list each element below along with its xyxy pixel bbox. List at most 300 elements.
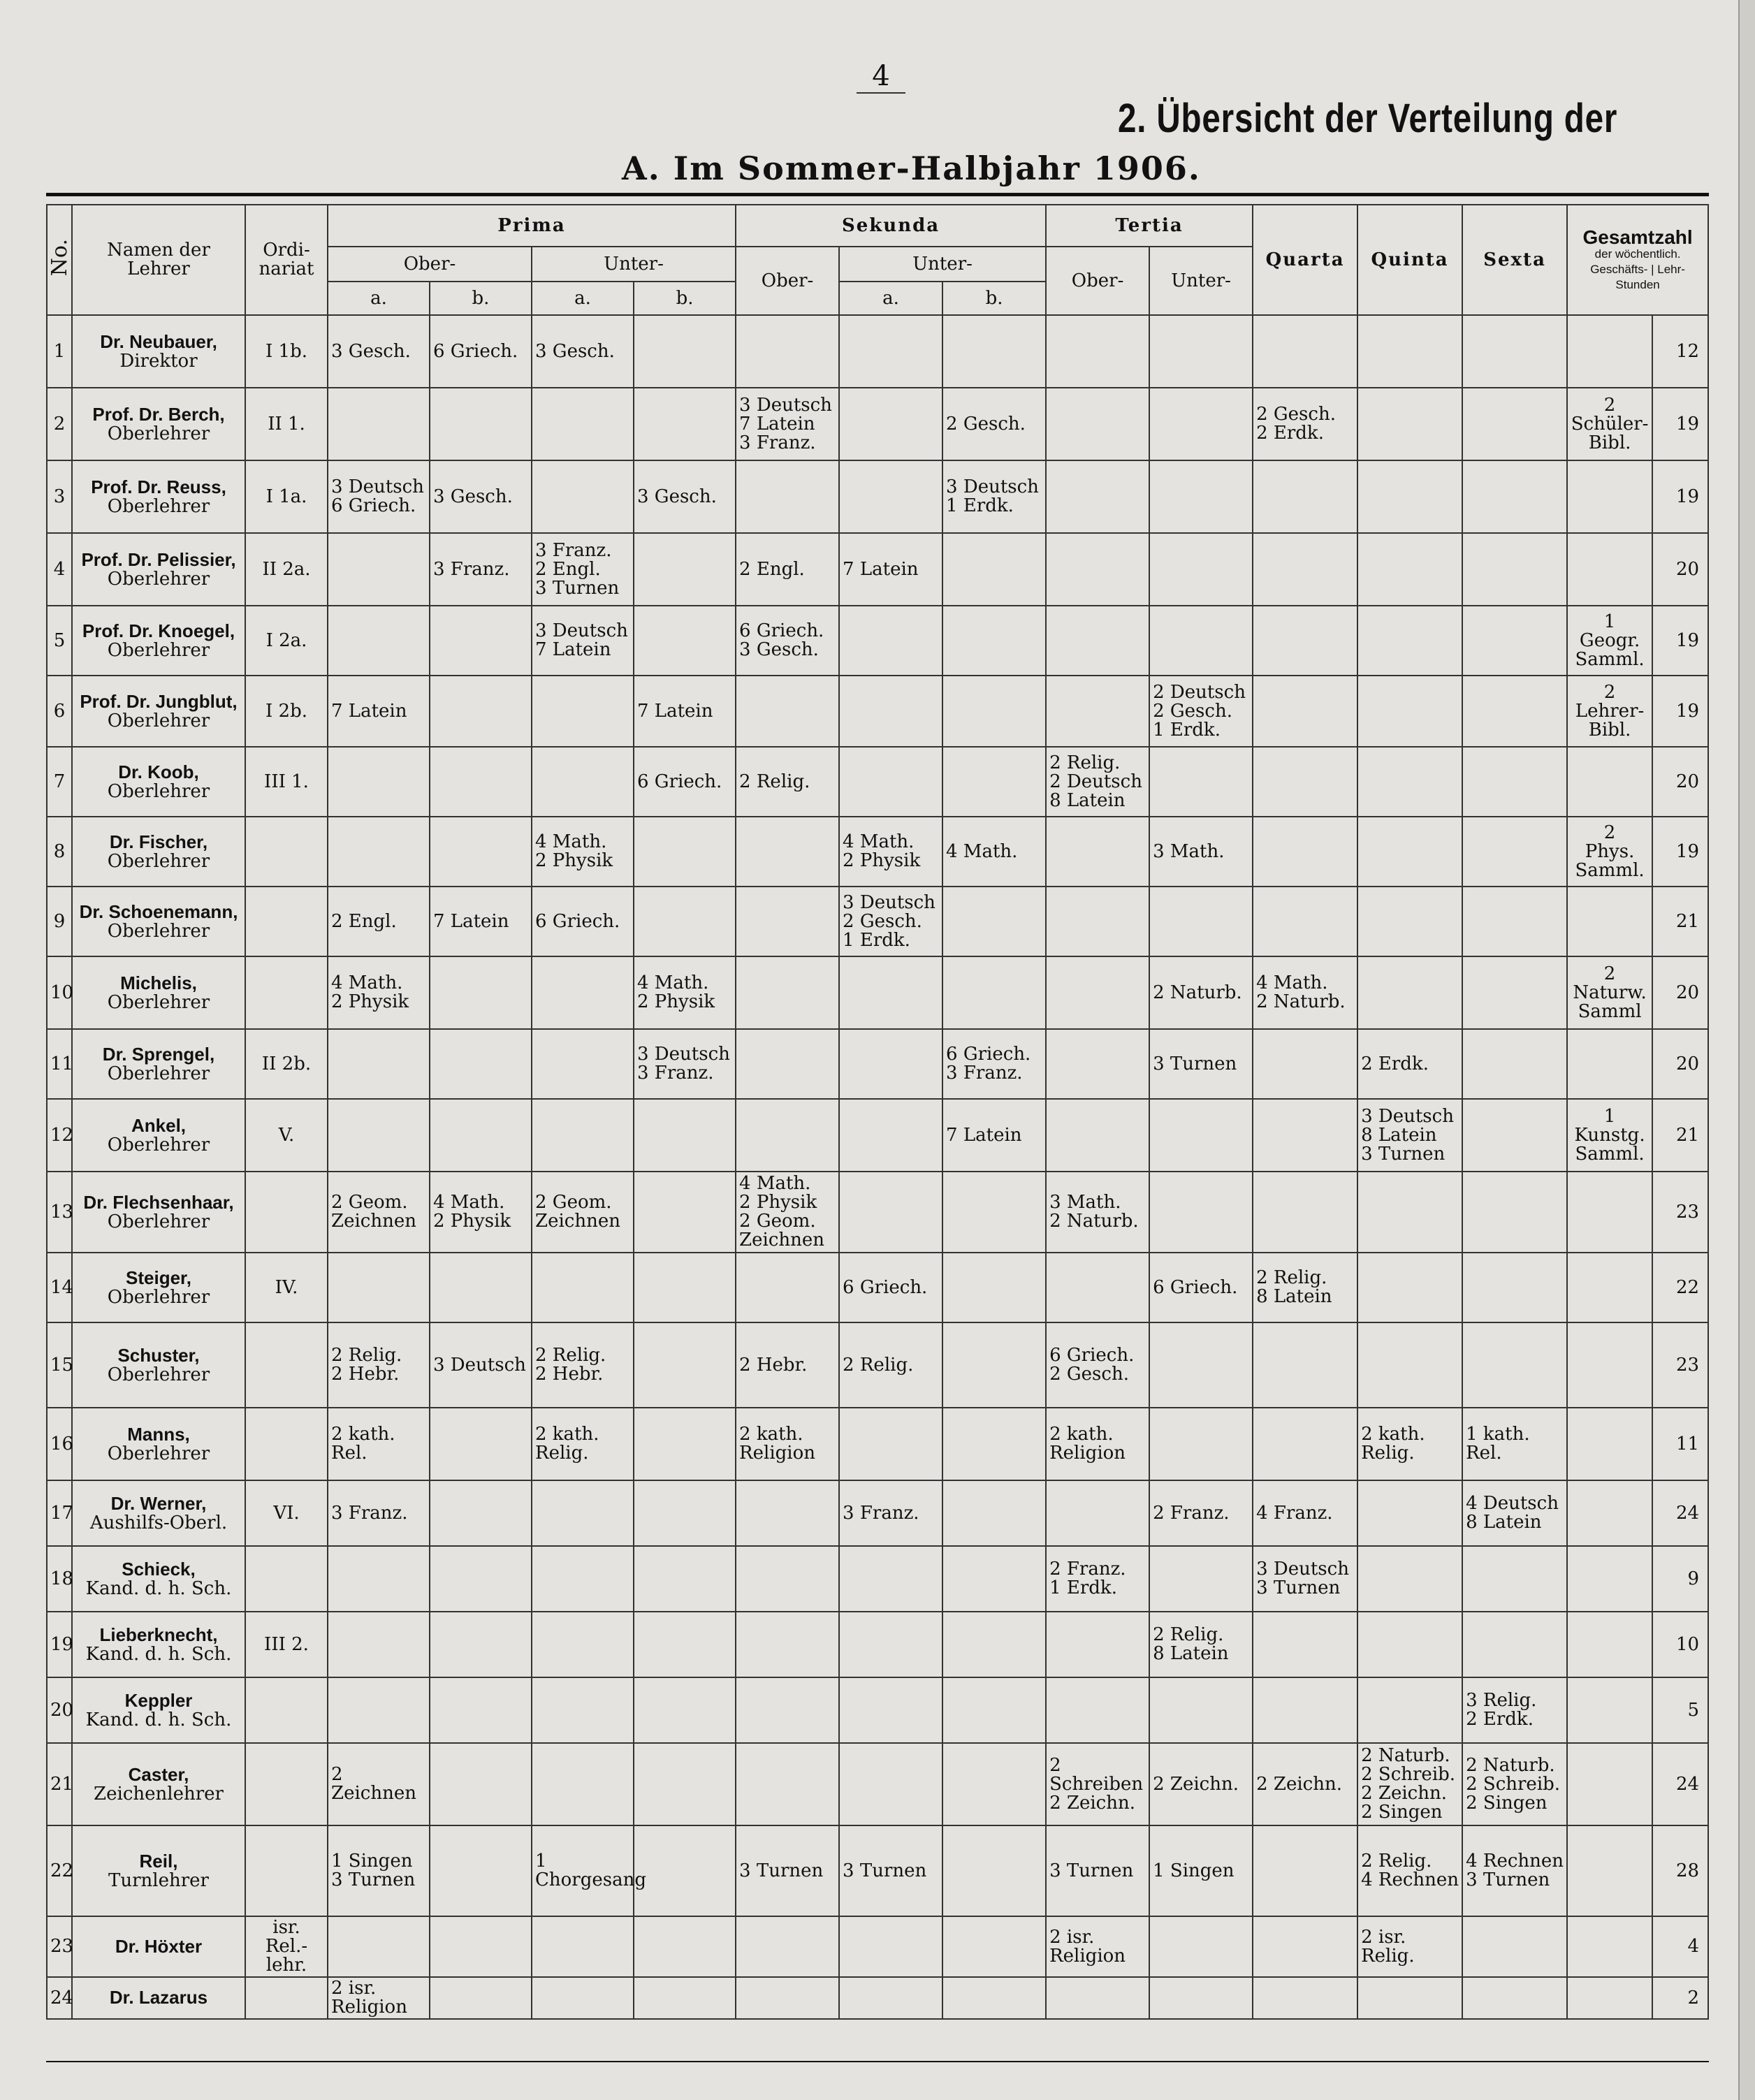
- lesson-cell: [1046, 1480, 1149, 1546]
- lesson-cell: [430, 1612, 532, 1677]
- lesson-cell: 3 Turnen: [839, 1825, 942, 1916]
- ordinariat-cell: [245, 1677, 328, 1743]
- table-row: [47, 1029, 1708, 1099]
- lesson-cell: [839, 388, 942, 460]
- lesson-cell: [430, 1743, 532, 1825]
- header-tertia-ober: Ober-: [1046, 247, 1149, 315]
- lesson-cell: 2 isr. Religion: [328, 1977, 430, 2019]
- lesson-cell: [430, 1825, 532, 1916]
- teacher-cell: [72, 533, 245, 606]
- teacher-role: Turnlehrer: [108, 1869, 209, 1891]
- header-sexta: Sexta: [1462, 205, 1567, 315]
- lesson-cell: 4 Math. 2 Physik: [430, 1172, 532, 1253]
- ordinariat-cell: I 1a.: [245, 460, 328, 533]
- ordinariat-cell: I 2a.: [245, 606, 328, 676]
- teacher-role: Oberlehrer: [107, 1063, 210, 1084]
- lesson-cell: [532, 1916, 634, 1977]
- lesson-cell: 3 Turnen: [736, 1825, 839, 1916]
- lesson-cell: 2 isr. Relig.: [1357, 1916, 1462, 1977]
- total-hours-cell: 20: [1652, 747, 1708, 817]
- teacher-role: Oberlehrer: [107, 780, 210, 802]
- lesson-cell: 3 Deutsch 7 Latein: [532, 606, 634, 676]
- table-row: [47, 1322, 1708, 1408]
- lesson-cell: [1357, 1322, 1462, 1408]
- business-hours-cell: [1567, 1612, 1652, 1677]
- lesson-cell: 6 Griech.: [532, 887, 634, 956]
- lesson-cell: [839, 676, 942, 747]
- lesson-cell: [942, 533, 1046, 606]
- business-hours-cell: [1567, 1825, 1652, 1916]
- lesson-cell: [1462, 747, 1567, 817]
- lesson-cell: 2 Zeichn.: [1253, 1743, 1357, 1825]
- lesson-cell: [736, 1612, 839, 1677]
- teacher-name: Dr. Lazarus: [109, 1987, 208, 2008]
- lesson-cell: 2 kath. Relig.: [532, 1408, 634, 1480]
- lesson-cell: 2 Relig. 2 Hebr.: [532, 1322, 634, 1408]
- total-hours-cell: 21: [1652, 1099, 1708, 1172]
- table-row: [47, 460, 1708, 533]
- business-hours-cell: [1567, 1743, 1652, 1825]
- lesson-cell: [1462, 1977, 1567, 2019]
- teacher-role: Oberlehrer: [107, 1443, 210, 1464]
- lesson-cell: 2 Geom. Zeichnen: [328, 1172, 430, 1253]
- lesson-cell: [532, 1546, 634, 1612]
- table-row: [47, 315, 1708, 388]
- business-hours-cell: 2 Lehrer- Bibl.: [1567, 676, 1652, 747]
- lesson-cell: [1357, 887, 1462, 956]
- lesson-cell: [736, 676, 839, 747]
- lesson-cell: [839, 1743, 942, 1825]
- total-hours-cell: 19: [1652, 460, 1708, 533]
- teacher-name: Ankel,: [131, 1114, 187, 1136]
- lesson-cell: [634, 1253, 736, 1322]
- teacher-cell: [72, 388, 245, 460]
- lesson-cell: [532, 1743, 634, 1825]
- row-number: 5: [47, 606, 72, 676]
- ordinariat-cell: IV.: [245, 1253, 328, 1322]
- lesson-cell: [634, 1099, 736, 1172]
- row-number: 23: [47, 1916, 72, 1977]
- lesson-cell: [532, 956, 634, 1029]
- lesson-cell: 2 Geom. Zeichnen: [532, 1172, 634, 1253]
- business-hours-cell: [1567, 1677, 1652, 1743]
- page-number: 4: [857, 60, 905, 94]
- lesson-cell: [430, 676, 532, 747]
- lesson-cell: [1253, 1172, 1357, 1253]
- row-number: 6: [47, 676, 72, 747]
- total-hours-cell: 20: [1652, 956, 1708, 1029]
- lesson-cell: 3 Deutsch: [430, 1322, 532, 1408]
- lesson-cell: 2 isr. Religion: [1046, 1916, 1149, 1977]
- lesson-cell: [1253, 1408, 1357, 1480]
- lesson-cell: 1 Singen 3 Turnen: [328, 1825, 430, 1916]
- teacher-cell: [72, 887, 245, 956]
- business-hours-cell: 2 Phys. Samml.: [1567, 817, 1652, 887]
- table-row: [47, 887, 1708, 956]
- lesson-cell: 3 Turnen: [1046, 1825, 1149, 1916]
- lesson-cell: [328, 747, 430, 817]
- lesson-cell: [1149, 887, 1253, 956]
- table-row: [47, 1977, 1708, 2019]
- lesson-cell: [1462, 1612, 1567, 1677]
- table-row: [47, 1743, 1708, 1825]
- lesson-cell: 2 kath. Religion: [1046, 1408, 1149, 1480]
- table-row: [47, 1480, 1708, 1546]
- teacher-name: Lieberknecht,: [99, 1624, 218, 1645]
- ordinariat-cell: II 2a.: [245, 533, 328, 606]
- header-prima-unter: Unter-: [532, 247, 736, 282]
- lesson-cell: [736, 1916, 839, 1977]
- total-hours-cell: 11: [1652, 1408, 1708, 1480]
- row-number: 14: [47, 1253, 72, 1322]
- lesson-cell: 3 Deutsch 2 Gesch. 1 Erdk.: [839, 887, 942, 956]
- business-hours-cell: [1567, 1322, 1652, 1408]
- lesson-cell: [1149, 533, 1253, 606]
- lesson-cell: [430, 1677, 532, 1743]
- lesson-cell: [839, 1172, 942, 1253]
- lesson-cell: [1149, 1099, 1253, 1172]
- lesson-cell: [634, 533, 736, 606]
- row-number: 17: [47, 1480, 72, 1546]
- lesson-cell: [328, 1099, 430, 1172]
- lesson-cell: [634, 817, 736, 887]
- header-quarta: Quarta: [1253, 205, 1357, 315]
- row-number: 21: [47, 1743, 72, 1825]
- lesson-cell: [1046, 533, 1149, 606]
- ordinariat-cell: I 1b.: [245, 315, 328, 388]
- total-hours-cell: 24: [1652, 1743, 1708, 1825]
- teacher-cell: [72, 676, 245, 747]
- teacher-cell: [72, 1677, 245, 1743]
- teacher-cell: [72, 1172, 245, 1253]
- row-number: 9: [47, 887, 72, 956]
- header-tertia-unter: Unter-: [1149, 247, 1253, 315]
- table-row: [47, 606, 1708, 676]
- table-row: [47, 1825, 1708, 1916]
- lesson-cell: 6 Griech.: [839, 1253, 942, 1322]
- lesson-cell: [1253, 747, 1357, 817]
- header-names: Namen der Lehrer: [72, 205, 245, 315]
- lesson-cell: 2 Relig. 4 Rechnen: [1357, 1825, 1462, 1916]
- lesson-cell: 4 Math. 2 Physik: [532, 817, 634, 887]
- teacher-name: Dr. Schoenemann,: [79, 900, 238, 922]
- lesson-cell: [942, 747, 1046, 817]
- lesson-cell: [1253, 887, 1357, 956]
- teacher-role: Oberlehrer: [107, 568, 210, 590]
- lesson-cell: [1253, 1612, 1357, 1677]
- lesson-cell: [1149, 1977, 1253, 2019]
- lesson-cell: [1046, 1253, 1149, 1322]
- header-ordinariat: Ordi-nariat: [245, 205, 328, 315]
- business-hours-cell: 1 Kunstg. Samml.: [1567, 1099, 1652, 1172]
- row-number: 19: [47, 1612, 72, 1677]
- header-prima-ober: Ober-: [328, 247, 532, 282]
- row-number: 8: [47, 817, 72, 887]
- lesson-cell: [839, 315, 942, 388]
- lesson-cell: 7 Latein: [430, 887, 532, 956]
- row-number: 1: [47, 315, 72, 388]
- lesson-cell: [328, 817, 430, 887]
- ordinariat-cell: III 1.: [245, 747, 328, 817]
- lesson-cell: [736, 1480, 839, 1546]
- lesson-cell: 7 Latein: [328, 676, 430, 747]
- business-hours-cell: [1567, 1029, 1652, 1099]
- table-row: [47, 1612, 1708, 1677]
- lesson-cell: [328, 1029, 430, 1099]
- lesson-cell: 4 Math. 2 Naturb.: [1253, 956, 1357, 1029]
- lesson-cell: [1462, 887, 1567, 956]
- business-hours-cell: [1567, 1977, 1652, 2019]
- lesson-cell: 4 Math. 2 Physik 2 Geom. Zeichnen: [736, 1172, 839, 1253]
- lesson-cell: [1046, 1029, 1149, 1099]
- business-hours-cell: [1567, 1916, 1652, 1977]
- header-tertia: Tertia: [1046, 205, 1253, 247]
- teacher-name: Dr. Neubauer,: [100, 330, 217, 352]
- lesson-cell: [634, 1172, 736, 1253]
- business-hours-cell: [1567, 747, 1652, 817]
- lesson-cell: [1253, 1677, 1357, 1743]
- lesson-cell: 3 Franz.: [328, 1480, 430, 1546]
- table-row: [47, 1408, 1708, 1480]
- ordinariat-cell: I 2b.: [245, 676, 328, 747]
- lesson-cell: [532, 1677, 634, 1743]
- lesson-cell: [839, 1612, 942, 1677]
- lesson-cell: 3 Deutsch 6 Griech.: [328, 460, 430, 533]
- teacher-role: Kand. d. h. Sch.: [85, 1577, 232, 1599]
- page-title: 2. Übersicht der Verteilung der: [1118, 96, 1618, 141]
- teacher-cell: [72, 1480, 245, 1546]
- table-row: [47, 747, 1708, 817]
- total-hours-cell: 21: [1652, 887, 1708, 956]
- total-hours-cell: 20: [1652, 533, 1708, 606]
- lesson-cell: [1149, 388, 1253, 460]
- teacher-cell: [72, 1825, 245, 1916]
- row-number: 11: [47, 1029, 72, 1099]
- lesson-cell: [1046, 956, 1149, 1029]
- lesson-cell: [1462, 1253, 1567, 1322]
- total-hours-cell: 10: [1652, 1612, 1708, 1677]
- lesson-cell: [430, 1480, 532, 1546]
- lesson-cell: 2 Hebr.: [736, 1322, 839, 1408]
- row-number: 13: [47, 1172, 72, 1253]
- lesson-cell: [1253, 817, 1357, 887]
- teacher-name: Dr. Koob,: [118, 761, 199, 782]
- lesson-cell: [839, 1029, 942, 1099]
- lesson-cell: 7 Latein: [839, 533, 942, 606]
- lesson-cell: [839, 460, 942, 533]
- teacher-name: Dr. Fischer,: [109, 831, 208, 852]
- lesson-cell: [942, 1172, 1046, 1253]
- lesson-cell: [1357, 817, 1462, 887]
- lesson-cell: [430, 956, 532, 1029]
- teacher-cell: [72, 1322, 245, 1408]
- lesson-cell: 4 Rechnen 3 Turnen: [1462, 1825, 1567, 1916]
- lesson-cell: 4 Math.: [942, 817, 1046, 887]
- business-hours-cell: [1567, 887, 1652, 956]
- teacher-cell: [72, 1546, 245, 1612]
- total-hours-cell: 19: [1652, 676, 1708, 747]
- lesson-cell: [942, 1480, 1046, 1546]
- lesson-cell: 2 Naturb. 2 Schreib. 2 Zeichn. 2 Singen: [1357, 1743, 1462, 1825]
- lesson-cell: 2 Zeichnen: [328, 1743, 430, 1825]
- total-hours-cell: 22: [1652, 1253, 1708, 1322]
- business-hours-cell: [1567, 533, 1652, 606]
- page-edge: [1738, 0, 1755, 2100]
- teacher-name: Schieck,: [122, 1558, 196, 1580]
- lesson-cell: [634, 887, 736, 956]
- lesson-cell: [634, 1825, 736, 1916]
- teacher-name: Prof. Dr. Pelissier,: [81, 548, 236, 570]
- lesson-cell: 4 Math. 2 Physik: [328, 956, 430, 1029]
- header-prima-ober-a: a.: [328, 282, 430, 315]
- lesson-cell: 2 Relig.: [839, 1322, 942, 1408]
- lesson-cell: 3 Gesch.: [532, 315, 634, 388]
- lesson-cell: [839, 1677, 942, 1743]
- lesson-cell: [1253, 1029, 1357, 1099]
- lesson-cell: [1149, 1172, 1253, 1253]
- table-row: [47, 1172, 1708, 1253]
- business-hours-cell: 2 Naturw. Samml: [1567, 956, 1652, 1029]
- teacher-role: Oberlehrer: [107, 1286, 210, 1308]
- header-prima-unter-b: b.: [634, 282, 736, 315]
- lesson-cell: [1357, 315, 1462, 388]
- table-row: [47, 1253, 1708, 1322]
- teacher-cell: [72, 1916, 245, 1977]
- lesson-cell: 2 Schreiben 2 Zeichn.: [1046, 1743, 1149, 1825]
- teacher-role: Oberlehrer: [107, 710, 210, 731]
- business-hours-cell: [1567, 1253, 1652, 1322]
- lesson-cell: [1462, 956, 1567, 1029]
- lesson-cell: [634, 1977, 736, 2019]
- lesson-cell: [942, 676, 1046, 747]
- ordinariat-cell: II 1.: [245, 388, 328, 460]
- teacher-role: Oberlehrer: [107, 1211, 210, 1232]
- table-header: [47, 205, 1708, 315]
- lesson-cell: [532, 1029, 634, 1099]
- lesson-cell: [430, 1029, 532, 1099]
- lesson-cell: [839, 1916, 942, 1977]
- lesson-cell: [532, 747, 634, 817]
- lesson-cell: [1046, 606, 1149, 676]
- lesson-cell: [1149, 606, 1253, 676]
- lesson-cell: [1149, 747, 1253, 817]
- lesson-cell: [1046, 1612, 1149, 1677]
- total-hours-cell: 24: [1652, 1480, 1708, 1546]
- lesson-cell: [328, 1677, 430, 1743]
- lesson-cell: 3 Franz.: [839, 1480, 942, 1546]
- lesson-cell: [532, 1253, 634, 1322]
- teacher-role: Oberlehrer: [107, 920, 210, 942]
- lesson-cell: [328, 1253, 430, 1322]
- table-row: [47, 956, 1708, 1029]
- lesson-cell: 3 Deutsch 3 Turnen: [1253, 1546, 1357, 1612]
- row-number: 24: [47, 1977, 72, 2019]
- lesson-cell: [1462, 315, 1567, 388]
- lesson-cell: 3 Math. 2 Naturb.: [1046, 1172, 1149, 1253]
- lesson-cell: 3 Math.: [1149, 817, 1253, 887]
- row-number: 12: [47, 1099, 72, 1172]
- lesson-cell: [634, 315, 736, 388]
- teacher-role: Oberlehrer: [107, 1134, 210, 1155]
- lesson-cell: [839, 1977, 942, 2019]
- lesson-cell: [736, 1253, 839, 1322]
- lesson-cell: [430, 817, 532, 887]
- lesson-cell: [942, 887, 1046, 956]
- lesson-cell: 7 Latein: [634, 676, 736, 747]
- lesson-cell: [839, 956, 942, 1029]
- header-sekunda-unter-b: b.: [942, 282, 1046, 315]
- lesson-cell: [634, 1612, 736, 1677]
- top-rule: [46, 193, 1709, 196]
- lesson-cell: [532, 1099, 634, 1172]
- lesson-cell: [1357, 1253, 1462, 1322]
- lesson-cell: [736, 1099, 839, 1172]
- lesson-cell: [942, 1977, 1046, 2019]
- lesson-cell: 3 Deutsch 3 Franz.: [634, 1029, 736, 1099]
- lesson-cell: [736, 1029, 839, 1099]
- lesson-cell: [532, 388, 634, 460]
- ordinariat-cell: [245, 817, 328, 887]
- distribution-table: [46, 204, 1709, 2020]
- lesson-cell: [430, 1977, 532, 2019]
- teacher-cell: [72, 606, 245, 676]
- lesson-cell: 2 Franz. 1 Erdk.: [1046, 1546, 1149, 1612]
- ordinariat-cell: [245, 887, 328, 956]
- business-hours-cell: [1567, 1172, 1652, 1253]
- business-hours-cell: 2 Schüler- Bibl.: [1567, 388, 1652, 460]
- table-body: [47, 315, 1708, 2019]
- row-number: 4: [47, 533, 72, 606]
- table-row: [47, 1916, 1708, 1977]
- row-number: 16: [47, 1408, 72, 1480]
- teacher-role: Direktor: [119, 350, 198, 372]
- teacher-cell: [72, 1099, 245, 1172]
- lesson-cell: [1357, 1172, 1462, 1253]
- lesson-cell: [634, 1322, 736, 1408]
- lesson-cell: [736, 1546, 839, 1612]
- lesson-cell: 3 Gesch.: [634, 460, 736, 533]
- header-sekunda: Sekunda: [736, 205, 1046, 247]
- teacher-cell: [72, 1029, 245, 1099]
- lesson-cell: [430, 606, 532, 676]
- total-hours-cell: 9: [1652, 1546, 1708, 1612]
- total-hours-cell: 20: [1652, 1029, 1708, 1099]
- lesson-cell: [634, 1743, 736, 1825]
- lesson-cell: [430, 388, 532, 460]
- row-number: 15: [47, 1322, 72, 1408]
- lesson-cell: [1462, 817, 1567, 887]
- row-number: 22: [47, 1825, 72, 1916]
- teacher-role: Kand. d. h. Sch.: [85, 1643, 232, 1665]
- total-hours-cell: 19: [1652, 388, 1708, 460]
- lesson-cell: [839, 747, 942, 817]
- lesson-cell: [1357, 1677, 1462, 1743]
- lesson-cell: 1 Chorgesang: [532, 1825, 634, 1916]
- table-row: [47, 533, 1708, 606]
- lesson-cell: [634, 388, 736, 460]
- ordinariat-cell: [245, 1172, 328, 1253]
- teacher-name: Manns,: [127, 1423, 190, 1445]
- teacher-cell: [72, 1743, 245, 1825]
- lesson-cell: [1357, 1480, 1462, 1546]
- teacher-name: Reil,: [139, 1850, 178, 1872]
- lesson-cell: 2 Franz.: [1149, 1480, 1253, 1546]
- lesson-cell: [942, 315, 1046, 388]
- lesson-cell: [1046, 1099, 1149, 1172]
- lesson-cell: [942, 1916, 1046, 1977]
- lesson-cell: 6 Griech.: [1149, 1253, 1253, 1322]
- ordinariat-cell: [245, 1408, 328, 1480]
